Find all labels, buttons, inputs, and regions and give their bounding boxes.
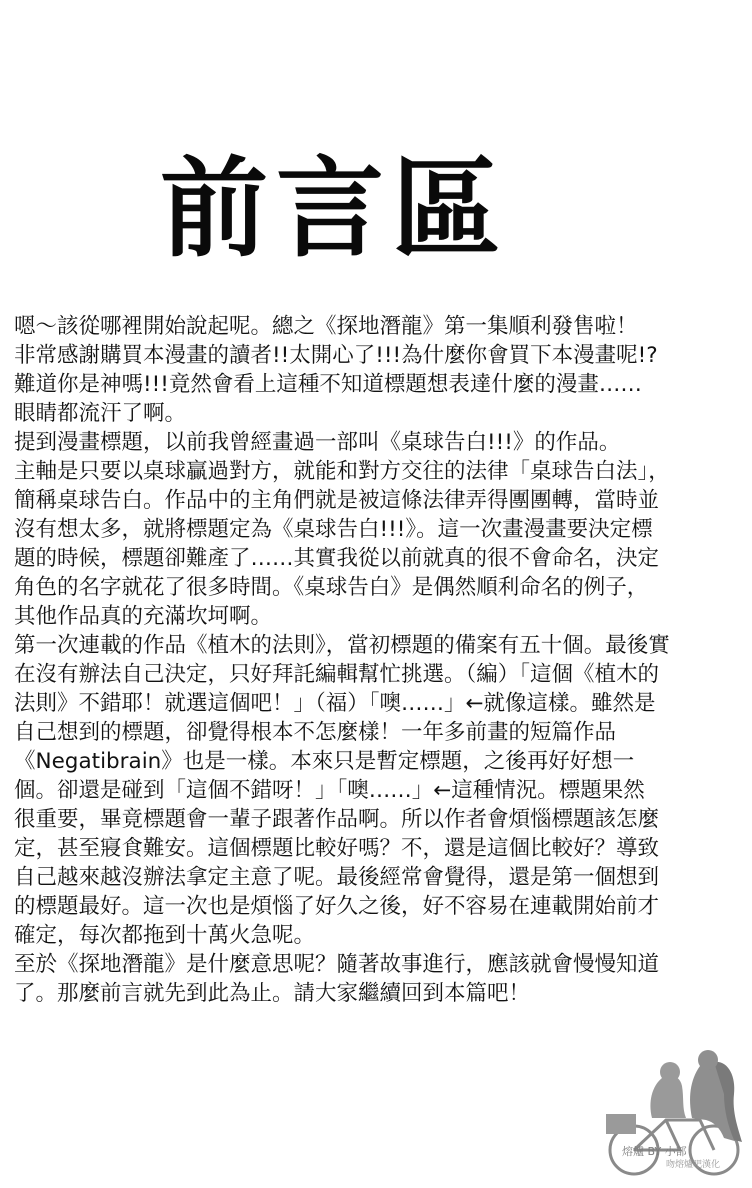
text-line: 第一次連載的作品《植木的法則》，當初標題的備案有五十個。最後實	[14, 633, 670, 658]
text-line: 沒有想太多，就將標題定為《桌球告白!!!》。這一次畫漫畫要決定標	[14, 517, 653, 542]
text-line: 定，甚至寢食難安。這個標題比較好嗎？不，還是這個比較好？導致	[14, 836, 660, 861]
text-line: 在沒有辦法自己決定，只好拜託編輯幫忙挑選。（編）「這個《植木的	[14, 662, 660, 687]
text-line: 眼睛都流汗了啊。	[14, 401, 187, 426]
text-line: 簡稱桌球告白。作品中的主角們就是被這條法律弄得團團轉，當時並	[14, 488, 660, 513]
text-line: 提到漫畫標題，以前我曾經畫過一部叫《桌球告白!!!》的作品。	[14, 430, 621, 455]
text-line: 自己越來越沒辦法拿定主意了呢。最後經常會覺得，還是第一個想到	[14, 865, 660, 890]
text-line: 其他作品真的充滿坎坷啊。	[14, 604, 273, 629]
text-line: 的標題最好。這一次也是煩惱了好久之後，好不容易在連載開始前才	[14, 894, 660, 919]
text-line: 題的時候，標題卻難產了……其實我從以前就真的很不會命名，決定	[14, 546, 660, 571]
credit-sublabel: 吻熔爐吧漢化	[666, 1160, 721, 1170]
text-line: 個。卻還是碰到「這個不錯呀！」「噢……」←這種情況。標題果然	[14, 778, 645, 803]
page-title: 前言區	[160, 147, 509, 272]
text-line: 《Negatibrain》也是一樣。本來只是暫定標題，之後再好好想一	[14, 749, 635, 774]
foreword-text	[14, 312, 740, 1032]
text-line: 嗯～該從哪裡開始說起呢。總之《探地潛龍》第一集順利發售啦！	[14, 314, 638, 339]
text-line: 了。那麼前言就先到此為止。請大家繼續回到本篇吧！	[14, 981, 531, 1006]
text-line: 法則》不錯耶！就選這個吧！」（福）「噢……」←就像這樣。雖然是	[14, 691, 656, 716]
text-line: 難道你是神嗎!!!竟然會看上這種不知道標題想表達什麼的漫畫……	[14, 372, 642, 397]
text-line: 至於《探地潛龍》是什麼意思呢？隨著故事進行，應該就會慢慢知道	[14, 952, 660, 977]
credit-label: 熔爐 BY 小部	[622, 1145, 687, 1158]
text-line: 角色的名字就花了很多時間。《桌球告白》是偶然順利命名的例子，	[14, 575, 649, 600]
text-line: 非常感謝購買本漫畫的讀者!!太開心了!!!為什麼你會買下本漫畫呢!?	[14, 343, 658, 368]
text-line: 確定，每次都拖到十萬火急呢。	[14, 923, 316, 948]
text-line: 自己想到的標題，卻覺得根本不怎麼樣！一年多前畫的短篇作品	[14, 720, 617, 745]
text-line: 主軸是只要以桌球贏過對方，就能和對方交往的法律「桌球告白法」，	[14, 459, 670, 484]
scanlation-credit	[596, 1046, 746, 1182]
text-line: 很重要，畢竟標題會一輩子跟著作品啊。所以作者會煩惱標題該怎麼	[14, 807, 660, 832]
